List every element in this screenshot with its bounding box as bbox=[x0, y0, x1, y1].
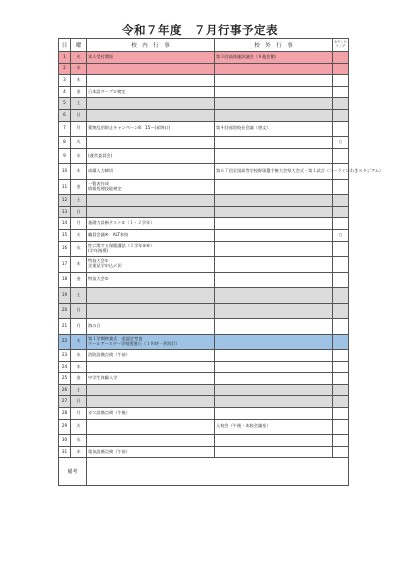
row-external-event bbox=[215, 272, 333, 288]
row-internal-event: 性に関する保健講話（１学年⑤⑥） (学年指導) bbox=[87, 241, 215, 257]
row-day: 10 bbox=[59, 164, 71, 180]
row-weekday: 土 bbox=[71, 195, 87, 207]
schedule-row bbox=[59, 229, 349, 241]
header-weekday: 曜 bbox=[71, 39, 87, 52]
row-weekday: 月 bbox=[71, 408, 87, 420]
row-external-event bbox=[215, 63, 333, 75]
row-external-event: 第４回部別校長会議（唐文） bbox=[215, 121, 333, 137]
row-counseling-mark bbox=[333, 52, 349, 64]
schedule-row bbox=[59, 63, 349, 75]
row-internal-event: 日本語ワープロ検定 bbox=[87, 86, 215, 98]
row-weekday: 木 bbox=[71, 446, 87, 458]
remarks-row bbox=[59, 458, 349, 486]
row-internal-event bbox=[87, 303, 215, 319]
row-internal-event: 薬物乱用防止キャンペーン8：15〜(昇降口) bbox=[87, 121, 215, 137]
row-internal-event: ガス設備点検（午後） bbox=[87, 408, 215, 420]
schedule-row bbox=[59, 373, 349, 385]
row-internal-event bbox=[87, 384, 215, 396]
schedule-row bbox=[59, 218, 349, 230]
row-weekday: 日 bbox=[71, 109, 87, 121]
row-internal-event: 特技大会② bbox=[87, 272, 215, 288]
row-day: 13 bbox=[59, 206, 71, 218]
schedule-row bbox=[59, 241, 349, 257]
schedule-row bbox=[59, 350, 349, 362]
row-counseling-mark: ○ bbox=[333, 229, 349, 241]
row-day: 21 bbox=[59, 319, 71, 335]
row-weekday: 土 bbox=[71, 288, 87, 304]
row-external-event bbox=[215, 229, 333, 241]
row-counseling-mark bbox=[333, 195, 349, 207]
row-internal-event: 求人受付開始 bbox=[87, 52, 215, 64]
row-day: 22 bbox=[59, 334, 71, 350]
remarks-content bbox=[87, 458, 349, 486]
row-weekday: 水 bbox=[71, 350, 87, 362]
schedule-row bbox=[59, 288, 349, 304]
header-day: 日 bbox=[59, 39, 71, 52]
row-weekday: 木 bbox=[71, 257, 87, 273]
row-weekday: 木 bbox=[71, 164, 87, 180]
row-counseling-mark bbox=[333, 179, 349, 195]
schedule-row bbox=[59, 419, 349, 435]
schedule-row bbox=[59, 109, 349, 121]
row-counseling-mark bbox=[333, 75, 349, 87]
row-external-event bbox=[215, 446, 333, 458]
row-internal-event bbox=[87, 206, 215, 218]
row-internal-event bbox=[87, 435, 215, 447]
row-internal-event: 電気設備点検（午前） bbox=[87, 446, 215, 458]
row-weekday: 土 bbox=[71, 384, 87, 396]
schedule-row bbox=[59, 121, 349, 137]
row-weekday: 土 bbox=[71, 98, 87, 110]
row-counseling-mark bbox=[333, 303, 349, 319]
row-external-event bbox=[215, 137, 333, 149]
row-counseling-mark: ○ bbox=[333, 137, 349, 149]
page-title: 令和７年度 ７月行事予定表 bbox=[122, 23, 278, 37]
row-internal-event bbox=[87, 63, 215, 75]
row-day: 31 bbox=[59, 446, 71, 458]
row-counseling-mark bbox=[333, 98, 349, 110]
row-internal-event bbox=[87, 195, 215, 207]
row-weekday: 日 bbox=[71, 206, 87, 218]
row-internal-event: 成績入力締切 bbox=[87, 164, 215, 180]
row-weekday: 金 bbox=[71, 86, 87, 98]
row-day: 20 bbox=[59, 303, 71, 319]
row-external-event bbox=[215, 86, 333, 98]
schedule-row bbox=[59, 384, 349, 396]
row-counseling-mark bbox=[333, 109, 349, 121]
row-internal-event: (運営委員会) bbox=[87, 148, 215, 164]
row-external-event bbox=[215, 148, 333, 164]
row-external-event bbox=[215, 179, 333, 195]
row-weekday: 火 bbox=[71, 137, 87, 149]
row-day: 19 bbox=[59, 288, 71, 304]
row-external-event bbox=[215, 373, 333, 385]
row-external-event bbox=[215, 319, 333, 335]
row-internal-event bbox=[87, 288, 215, 304]
row-day: 5 bbox=[59, 98, 71, 110]
row-weekday: 水 bbox=[71, 435, 87, 447]
row-external-event bbox=[215, 288, 333, 304]
row-counseling-mark bbox=[333, 350, 349, 362]
row-day: 25 bbox=[59, 373, 71, 385]
row-counseling-mark bbox=[333, 384, 349, 396]
schedule-row bbox=[59, 179, 349, 195]
row-day: 6 bbox=[59, 109, 71, 121]
schedule-row bbox=[59, 52, 349, 64]
row-counseling-mark bbox=[333, 419, 349, 435]
row-weekday: 月 bbox=[71, 319, 87, 335]
row-external-event bbox=[215, 109, 333, 121]
schedule-row bbox=[59, 257, 349, 273]
row-day: 1 bbox=[59, 52, 71, 64]
schedule-row bbox=[59, 361, 349, 373]
row-weekday: 月 bbox=[71, 218, 87, 230]
row-day: 12 bbox=[59, 195, 71, 207]
row-day: 16 bbox=[59, 241, 71, 257]
row-weekday: 金 bbox=[71, 179, 87, 195]
row-counseling-mark bbox=[333, 373, 349, 385]
row-day: 7 bbox=[59, 121, 71, 137]
schedule-row bbox=[59, 396, 349, 408]
row-counseling-mark bbox=[333, 63, 349, 75]
row-weekday: 日 bbox=[71, 303, 87, 319]
row-counseling-mark bbox=[333, 121, 349, 137]
row-weekday: 火 bbox=[71, 229, 87, 241]
header-external-events: 校 外 行 事 bbox=[215, 39, 333, 52]
schedule-row bbox=[59, 86, 349, 98]
row-weekday: 火 bbox=[71, 334, 87, 350]
schedule-row bbox=[59, 98, 349, 110]
schedule-row bbox=[59, 137, 349, 149]
row-counseling-mark bbox=[333, 361, 349, 373]
row-internal-event bbox=[87, 75, 215, 87]
header-row bbox=[59, 39, 349, 52]
row-external-event bbox=[215, 396, 333, 408]
row-counseling-mark bbox=[333, 435, 349, 447]
row-day: 9 bbox=[59, 148, 71, 164]
row-day: 14 bbox=[59, 218, 71, 230]
row-weekday: 日 bbox=[71, 396, 87, 408]
schedule-body bbox=[59, 52, 384, 458]
row-counseling-mark bbox=[333, 446, 349, 458]
row-internal-event: 一覧表作成 情報処理技能検定 bbox=[87, 179, 215, 195]
schedule-row bbox=[59, 195, 349, 207]
row-internal-event bbox=[87, 109, 215, 121]
row-external-event bbox=[215, 435, 333, 447]
row-internal-event: 消防設備点検（午前） bbox=[87, 350, 215, 362]
row-external-event: 第６７回全国高等学校野球選手権大会県大会式・第１試合（コーラくいわきスタジアム） bbox=[215, 164, 333, 180]
row-day: 26 bbox=[59, 384, 71, 396]
header-counseling: カウンセリング bbox=[333, 39, 349, 52]
row-day: 18 bbox=[59, 272, 71, 288]
row-weekday: 木 bbox=[71, 361, 87, 373]
row-weekday: 水 bbox=[71, 148, 87, 164]
row-weekday: 水 bbox=[71, 63, 87, 75]
row-external-event bbox=[215, 334, 333, 350]
row-day: 17 bbox=[59, 257, 71, 273]
row-internal-event: 第１学期終業式 追認定考査 クールアースデー学校図書日（１８時一斉消灯） bbox=[87, 334, 215, 350]
row-internal-event: 基礎力診断テスト②（１・２学年） bbox=[87, 218, 215, 230]
schedule-row bbox=[59, 334, 349, 350]
row-counseling-mark bbox=[333, 396, 349, 408]
row-external-event: 第３回高体連評議会（８他会館） bbox=[215, 52, 333, 64]
row-day: 28 bbox=[59, 408, 71, 420]
row-external-event bbox=[215, 384, 333, 396]
row-internal-event: 海の日 bbox=[87, 319, 215, 335]
row-weekday: 水 bbox=[71, 241, 87, 257]
row-external-event bbox=[215, 303, 333, 319]
row-external-event bbox=[215, 241, 333, 257]
row-day: 27 bbox=[59, 396, 71, 408]
row-counseling-mark bbox=[333, 218, 349, 230]
row-internal-event bbox=[87, 361, 215, 373]
row-external-event bbox=[215, 218, 333, 230]
row-weekday: 木 bbox=[71, 75, 87, 87]
row-counseling-mark bbox=[333, 241, 349, 257]
schedule-row bbox=[59, 446, 349, 458]
schedule-row bbox=[59, 148, 349, 164]
remarks-label: 備考 bbox=[59, 458, 87, 486]
row-day: 2 bbox=[59, 63, 71, 75]
row-day: 30 bbox=[59, 435, 71, 447]
row-weekday: 金 bbox=[71, 272, 87, 288]
row-external-event bbox=[215, 257, 333, 273]
row-counseling-mark bbox=[333, 408, 349, 420]
schedule-row bbox=[59, 206, 349, 218]
row-counseling-mark bbox=[333, 257, 349, 273]
row-day: 8 bbox=[59, 137, 71, 149]
row-day: 29 bbox=[59, 419, 71, 435]
row-day: 4 bbox=[59, 86, 71, 98]
row-internal-event bbox=[87, 419, 215, 435]
schedule-table bbox=[58, 38, 384, 486]
row-external-event bbox=[215, 75, 333, 87]
row-weekday: 金 bbox=[71, 373, 87, 385]
row-internal-event: 中学生体験入学 bbox=[87, 373, 215, 385]
row-counseling-mark bbox=[333, 319, 349, 335]
row-counseling-mark bbox=[333, 206, 349, 218]
row-day: 24 bbox=[59, 361, 71, 373]
row-internal-event bbox=[87, 98, 215, 110]
row-external-event bbox=[215, 408, 333, 420]
header-internal-events: 校 内 行 事 bbox=[87, 39, 215, 52]
row-counseling-mark bbox=[333, 288, 349, 304]
row-internal-event: 職員会議④ ALT来校 bbox=[87, 229, 215, 241]
row-weekday: 火 bbox=[71, 52, 87, 64]
row-day: 3 bbox=[59, 75, 71, 87]
row-counseling-mark bbox=[333, 334, 349, 350]
row-internal-event bbox=[87, 137, 215, 149]
row-external-event: 入校会（午後・本校会議室） bbox=[215, 419, 333, 435]
schedule-row bbox=[59, 272, 349, 288]
schedule-row bbox=[59, 164, 349, 180]
row-external-event bbox=[215, 361, 333, 373]
row-external-event bbox=[215, 195, 333, 207]
schedule-row bbox=[59, 303, 349, 319]
row-external-event bbox=[215, 98, 333, 110]
row-weekday: 月 bbox=[71, 121, 87, 137]
row-internal-event: 特技大会① 企業見学申込〆切 bbox=[87, 257, 215, 273]
row-day: 23 bbox=[59, 350, 71, 362]
row-counseling-mark bbox=[333, 86, 349, 98]
schedule-row bbox=[59, 435, 349, 447]
row-counseling-mark bbox=[333, 272, 349, 288]
row-external-event bbox=[215, 206, 333, 218]
row-counseling-mark bbox=[333, 148, 349, 164]
row-day: 11 bbox=[59, 179, 71, 195]
row-internal-event bbox=[87, 396, 215, 408]
schedule-row bbox=[59, 75, 349, 87]
row-day: 15 bbox=[59, 229, 71, 241]
row-weekday: 火 bbox=[71, 419, 87, 435]
schedule-row bbox=[59, 319, 349, 335]
schedule-row bbox=[59, 408, 349, 420]
row-external-event bbox=[215, 350, 333, 362]
